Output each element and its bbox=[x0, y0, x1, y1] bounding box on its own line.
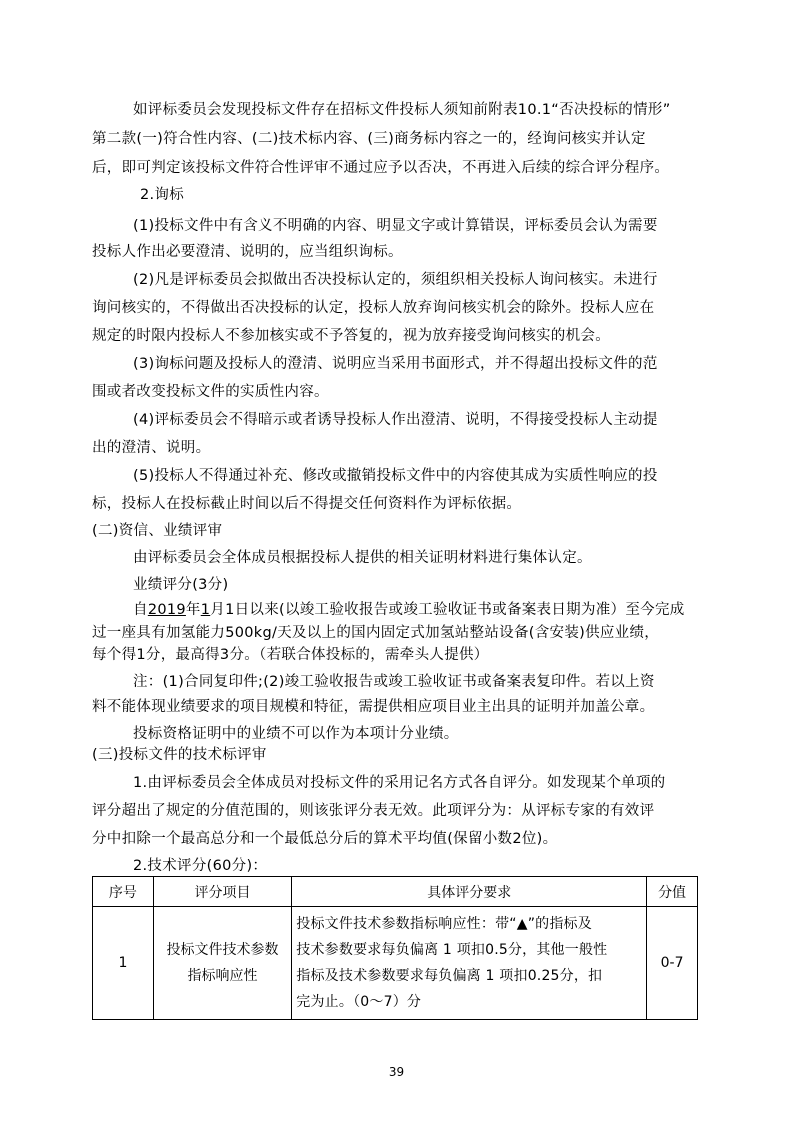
text-fragment: 年 bbox=[185, 602, 201, 618]
paragraph-line: 1.由评标委员会全体成员对投标文件的采用记名方式各自评分。如发现某个单项的 bbox=[133, 775, 666, 791]
paragraph-line: 注：(1)合同复印件;(2)竣工验收报告或竣工验收证书或备案表复印件。若以上资 bbox=[133, 674, 655, 690]
page-number: 39 bbox=[388, 1065, 405, 1079]
section-heading: 业绩评分(3分) bbox=[133, 577, 229, 593]
requirement-line: 指标及技术参数要求每负偏离 1 项扣0.25分，扣 bbox=[296, 968, 603, 984]
text-fragment: 自 bbox=[133, 602, 148, 618]
header-cell: 序号 bbox=[93, 877, 154, 907]
year-value: 2019 bbox=[147, 602, 186, 618]
paragraph-line: 围或者改变投标文件的实质性内容。 bbox=[92, 384, 329, 400]
paragraph-line: (5)投标人不得通过补充、修改或撤销投标文件中的内容使其成为实质性响应的投 bbox=[133, 468, 658, 484]
month-value: 1 bbox=[200, 602, 211, 618]
header-cell: 具体评分要求 bbox=[292, 877, 647, 907]
requirement-line: 完为止。（0～7）分 bbox=[296, 994, 422, 1010]
score-item-line: 投标文件技术参数 bbox=[166, 942, 279, 958]
table-header-row bbox=[93, 877, 698, 907]
paragraph-line bbox=[133, 600, 685, 620]
score-item-line: 指标响应性 bbox=[187, 968, 258, 984]
score-item-cell bbox=[153, 907, 291, 1020]
row-number: 1 bbox=[93, 907, 154, 1020]
paragraph-line: 过一座具有加氢能力500kg/天及以上的国内固定式加氢站整站设备(含安装)供应业绩， bbox=[92, 625, 660, 641]
paragraph-line: 如评标委员会发现投标文件存在招标文件投标人须知前附表10.1“否决投标的情形” bbox=[133, 102, 671, 118]
section-heading: (二)资信、业绩评审 bbox=[92, 523, 223, 539]
paragraph-line: 投标人作出必要澄清、说明的，应当组织询标。 bbox=[92, 244, 403, 260]
text-fragment: 月1日以来(以竣工验收报告或竣工验收证书或备案表日期为准）至今完成 bbox=[210, 602, 685, 618]
paragraph-line: (2)凡是评标委员会拟做出否决投标认定的，须组织相关投标人询问核实。未进行 bbox=[133, 272, 658, 288]
paragraph-line: 投标资格证明中的业绩不可以作为本项计分业绩。 bbox=[133, 726, 459, 742]
paragraph-line: 第二款(一)符合性内容、(二)技术标内容、(三)商务标内容之一的，经询问核实并认定 bbox=[92, 131, 646, 147]
paragraph-line: 料不能体现业绩要求的项目规模和特征，需提供相应项目业主出具的证明并加盖公章。 bbox=[92, 699, 655, 715]
paragraph-line: 评分超出了规定的分值范围的，则该张评分表无效。此项评分为：从评标专家的有效评 bbox=[92, 803, 655, 819]
paragraph-line: 分中扣除一个最高总分和一个最低总分后的算术平均值(保留小数2位)。 bbox=[92, 831, 558, 847]
paragraph-line: 出的澄清、说明。 bbox=[92, 440, 211, 456]
section-heading: 2.技术评分(60分)： bbox=[133, 858, 268, 874]
paragraph-line: 标，投标人在投标截止时间以后不得提交任何资料作为评标依据。 bbox=[92, 496, 522, 512]
paragraph-line: 询问核实的，不得做出否决投标的认定，投标人放弃询问核实机会的除外。投标人应在 bbox=[92, 300, 655, 316]
requirement-line: 技术参数要求每负偏离 1 项扣0.5分，其他一般性 bbox=[296, 942, 608, 958]
paragraph-line: (4)评标委员会不得暗示或者诱导投标人作出澄清、说明，不得接受投标人主动提 bbox=[133, 412, 658, 428]
section-heading: (三)投标文件的技术标评审 bbox=[92, 747, 267, 763]
requirement-cell bbox=[292, 907, 647, 1020]
paragraph-line: 规定的时限内投标人不参加核实或不予答复的，视为放弃接受询问核实的机会。 bbox=[92, 328, 610, 344]
score-value: 0-7 bbox=[647, 907, 698, 1020]
table-row bbox=[93, 907, 698, 1020]
header-cell: 分值 bbox=[647, 877, 698, 907]
requirement-line: 投标文件技术参数指标响应性：带“▲”的指标及 bbox=[296, 916, 592, 932]
paragraph-line: 每个得1分，最高得3分。（若联合体投标的，需牵头人提供） bbox=[92, 647, 489, 663]
technical-score-table bbox=[92, 876, 698, 1020]
paragraph-line: (1)投标文件中有含义不明确的内容、明显文字或计算错误，评标委员会认为需要 bbox=[133, 218, 658, 234]
paragraph-line: 由评标委员会全体成员根据投标人提供的相关证明材料进行集体认定。 bbox=[133, 550, 592, 566]
paragraph-line: 后，即可判定该投标文件符合性评审不通过应予以否决，不再进入后续的综合评分程序。 bbox=[92, 160, 670, 176]
paragraph-line: (3)询标问题及投标人的澄清、说明应当采用书面形式，并不得超出投标文件的范 bbox=[133, 356, 658, 372]
section-heading: 2.询标 bbox=[140, 187, 185, 203]
header-cell: 评分项目 bbox=[153, 877, 291, 907]
